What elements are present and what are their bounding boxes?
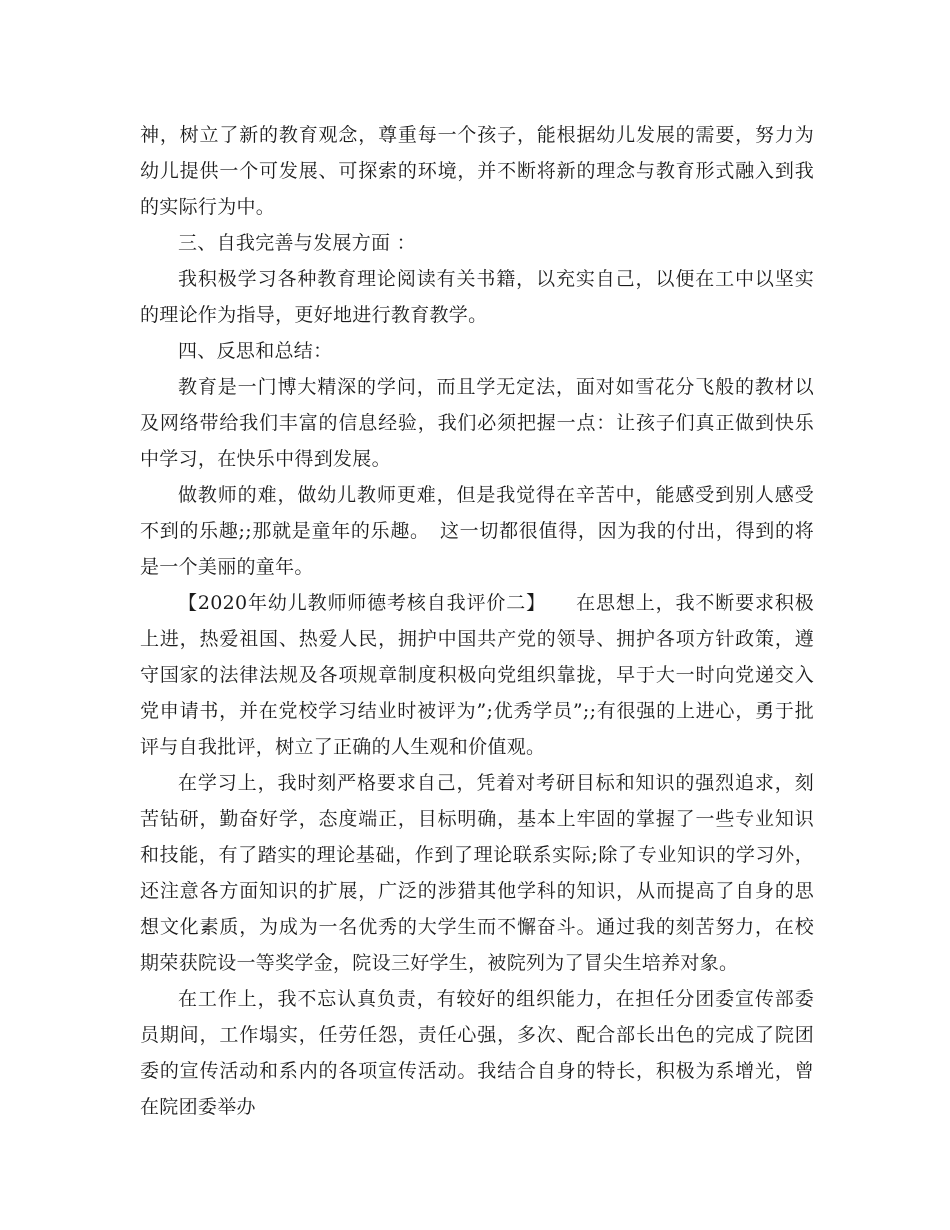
paragraph-reflection-education: 教育是一门博大精深的学问，而且学无定法，面对如雪花分飞般的教材以及网络带给我们丰富的信息经验，我们必须把握一点：让孩子们真正做到快乐中学习，在快乐中得到发展。 bbox=[140, 376, 814, 470]
paragraph-continuation: 神，树立了新的教育观念，尊重每一个孩子，能根据幼儿发展的需要，努力为幼儿提供一个可发展、可探索的环境，并不断将新的理念与教育形式融入到我的实际行为中。 bbox=[140, 124, 814, 218]
paragraph-study: 在学习上，我时刻严格要求自己，凭着对考研目标和知识的强烈追求，刻苦钻研，勤奋好学，态度端正，目标明确，基本上牢固的掌握了一些专业知识和技能，有了踏实的理论基础，作到了理论联系实际;除了专业知识的学习外，还注意各方面知识的扩展，广泛的涉猎其他学科的知识，从而提高了自身的思想文化素质，为成为一名优秀的大学生而不懈奋斗。通过我的刻苦努力，在校期荣获院设一等奖学金，院设三好学生，被院列为了冒尖生培养对象。 bbox=[140, 772, 814, 974]
paragraph-work: 在工作上，我不忘认真负责，有较好的组织能力，在担任分团委宣传部委员期间，工作塌实，任劳任怨，责任心强，多次、配合部长出色的完成了院团委的宣传活动和系内的各项宣传活动。我结合自身的特长，积极为系增光，曾在院团委举办 bbox=[140, 988, 814, 1118]
paragraph-self-improvement: 我积极学习各种教育理论阅读有关书籍，以充实自己，以便在工中以坚实的理论作为指导，更好地进行教育教学。 bbox=[140, 268, 814, 326]
document-body bbox=[140, 117, 814, 1125]
paragraph-reflection-teacher: 做教师的难，做幼儿教师更难，但是我觉得在辛苦中，能感受到别人感受不到的乐趣;;那就是童年的乐趣。 这一切都很值得，因为我的付出，得到的将是一个美丽的童年。 bbox=[140, 484, 814, 578]
section-heading-self-improvement: 三、自我完善与发展方面 ： bbox=[178, 232, 416, 254]
paragraph-evaluation-two-ideology: 【2020年幼儿教师师德考核自我评价二】 在思想上，我不断要求积极上进，热爱祖国、热爱人民，拥护中国共产党的领导、拥护各项方针政策，遵守国家的法律法规及各项规章制度积极向党组织靠拢，早于大一时向党递交入党申请书，并在党校学习结业时被评为”;优秀学员”;;有很强的上进心，勇于批评与自我批评，树立了正确的人生观和价值观。 bbox=[140, 592, 814, 758]
section-heading-reflection: 四、反思和总结： bbox=[178, 340, 333, 362]
